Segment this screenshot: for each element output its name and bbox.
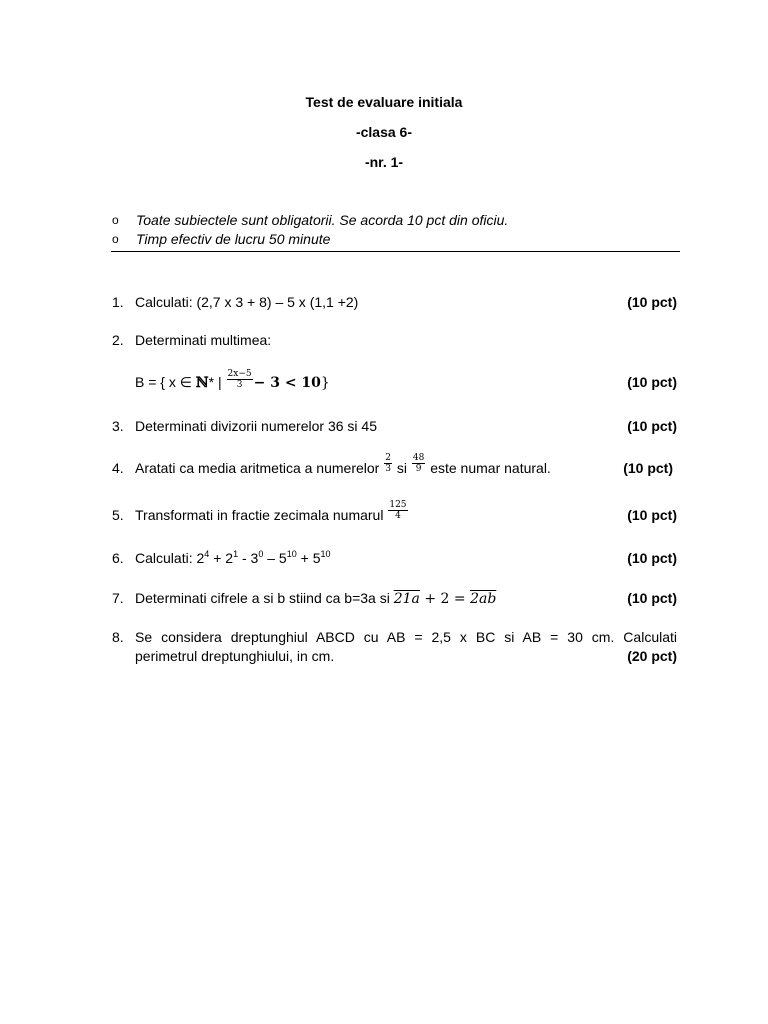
exercise-number: 3.: [112, 418, 124, 434]
exercise-points: (10 pct): [627, 294, 677, 310]
set-star: * |: [208, 374, 226, 390]
class-label: -clasa 6-: [355, 124, 413, 140]
fraction: [227, 369, 253, 390]
exercise-text: Se considera dreptunghiul ABCD cu AB = 2,5 x BC si AB = 30 cm. Calculati: [135, 629, 677, 645]
exercise-number: 8.: [112, 629, 124, 645]
bullet-circle-icon: o: [112, 232, 119, 246]
note-text: Toate subiectele sunt obligatorii. Se acorda 10 pct din oficiu.: [136, 212, 509, 228]
exercise-points: (10 pct): [627, 550, 677, 566]
exercise-text: Determinati divizorii numerelor 36 si 45: [135, 418, 377, 434]
power-exponent: 0: [258, 549, 264, 559]
exercise-number: 6.: [112, 550, 124, 566]
set-definition: [135, 368, 330, 391]
power-exponent: 10: [286, 549, 297, 559]
exercise-8: [112, 629, 677, 669]
power-exponent: 10: [320, 549, 331, 559]
fraction-numerator: 2: [385, 452, 391, 463]
fraction: [412, 453, 425, 474]
natural-set-symbol: ℕ: [195, 375, 209, 391]
page-title: Test de evaluare initiala: [305, 94, 463, 110]
operator: +: [300, 550, 309, 566]
fraction-denominator: 3: [385, 463, 391, 474]
exercise-text: Determinati multimea:: [135, 332, 272, 348]
exercise-points: (20 pct): [627, 648, 677, 664]
exercise-text-part: Calculati:: [135, 550, 193, 566]
fraction-denominator: 4: [395, 510, 401, 521]
exercise-points: (10 pct): [623, 460, 673, 476]
bullet-circle-icon: o: [112, 213, 119, 227]
exercise-text: Calculati: (2,7 x 3 + 8) – 5 x (1,1 +2): [135, 294, 359, 310]
exercise-text-part: Transformati in fractie zecimala numarul: [135, 507, 384, 523]
fraction-numerator: 125: [389, 499, 407, 510]
equation-mid: + 2 =: [419, 591, 471, 607]
operator: -: [241, 550, 247, 566]
exercise-points: (10 pct): [627, 507, 677, 523]
exercise-points: (10 pct): [627, 590, 677, 606]
power-base: 5: [312, 550, 321, 566]
operator: –: [267, 550, 276, 566]
exercise-5: [112, 500, 677, 534]
fraction-denominator: 3: [236, 379, 243, 390]
exercise-text: [135, 590, 496, 607]
note-text: Timp efectiv de lucru 50 minute: [136, 231, 331, 247]
set-close: }: [320, 375, 330, 391]
divider: [111, 251, 680, 252]
power-base: 3: [250, 550, 259, 566]
power-base: 2: [196, 550, 205, 566]
exercise-text: [135, 452, 551, 476]
exercise-number: 4.: [112, 460, 124, 476]
exercise-text-part: si: [396, 460, 407, 476]
exercise-points: (10 pct): [627, 418, 677, 434]
fraction: [388, 500, 407, 521]
exercise-text: [135, 499, 409, 523]
fraction-denominator: 9: [415, 463, 422, 474]
exercise-4: [112, 452, 677, 486]
exercise-number: 1.: [112, 294, 124, 310]
set-condition: − 3 < 10: [253, 375, 321, 391]
set-lead: B = { x ∈: [135, 374, 196, 390]
power-exponent: 4: [204, 549, 210, 559]
fraction-numerator: 2x−5: [227, 368, 252, 379]
exercise-text-part: este numar natural.: [430, 460, 551, 476]
exercise-number: 5.: [112, 507, 124, 523]
power-exponent: 1: [233, 549, 239, 559]
exercise-text: [135, 550, 331, 566]
overline-number: 21a: [393, 591, 420, 607]
overline-number: 2ab: [470, 591, 497, 607]
exercise-text-part: Aratati ca media aritmetica a numerelor: [135, 460, 380, 476]
exercise-number: 2.: [112, 332, 124, 348]
exercise-text: perimetrul dreptunghiului, in cm.: [135, 648, 335, 664]
exercise-number: 7.: [112, 590, 124, 606]
exercise-points: (10 pct): [627, 374, 677, 390]
power-base: 2: [225, 550, 234, 566]
operator: +: [213, 550, 222, 566]
fraction: [384, 453, 392, 474]
fraction-numerator: 48: [412, 452, 425, 463]
power-base: 5: [278, 550, 287, 566]
exercise-2-set: [112, 368, 677, 398]
exercise-text-part: Determinati cifrele a si b stiind ca b=3a si: [135, 590, 390, 606]
test-number: -nr. 1-: [364, 154, 404, 170]
